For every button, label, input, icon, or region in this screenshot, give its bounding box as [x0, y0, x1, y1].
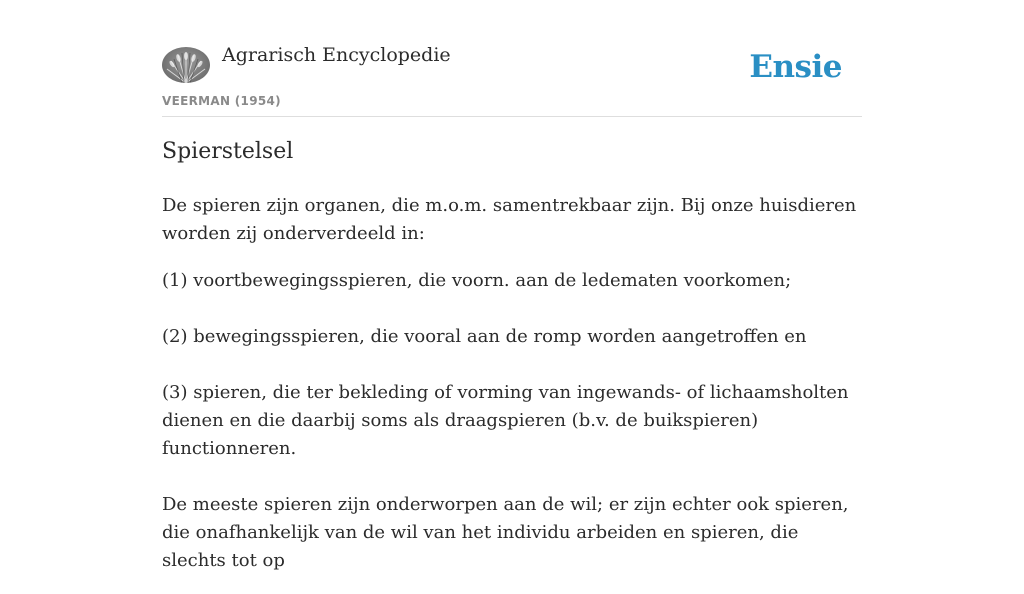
article-paragraph: De meeste spieren zijn onderworpen aan de wil; er zijn echter ook spieren, die onafhankelijk van de wil van het individu arbeiden en spieren, die slechts tot op: [162, 494, 849, 571]
brand-logo[interactable]: Ensie: [749, 49, 842, 85]
article-title: Spierstelsel: [162, 139, 294, 164]
page: [162, 0, 862, 571]
article-paragraph: (1) voortbewegingsspieren, die voorn. aan de ledematen voorkomen;: [162, 270, 792, 291]
article-paragraph: De spieren zijn organen, die m.o.m. samentrekbaar zijn. Bij onze huisdieren worden zij onderverdeeld in:: [162, 195, 857, 244]
article-paragraph: (2) bewegingsspieren, die vooral aan de romp worden aangetroffen en: [162, 326, 807, 347]
article-body: [162, 192, 862, 594]
publication-meta: VEERMAN (1954): [162, 94, 281, 108]
article-paragraph: (3) spieren, die ter bekleding of vorming van ingewands- of lichaamsholten dienen en die daarbij soms als draagspieren (b.v. de buikspieren) functionneren.: [162, 382, 849, 459]
page-header: [162, 0, 862, 117]
wheat-engraving-icon[interactable]: [162, 47, 210, 83]
publication-title[interactable]: Agrarisch Encyclopedie: [222, 44, 451, 66]
